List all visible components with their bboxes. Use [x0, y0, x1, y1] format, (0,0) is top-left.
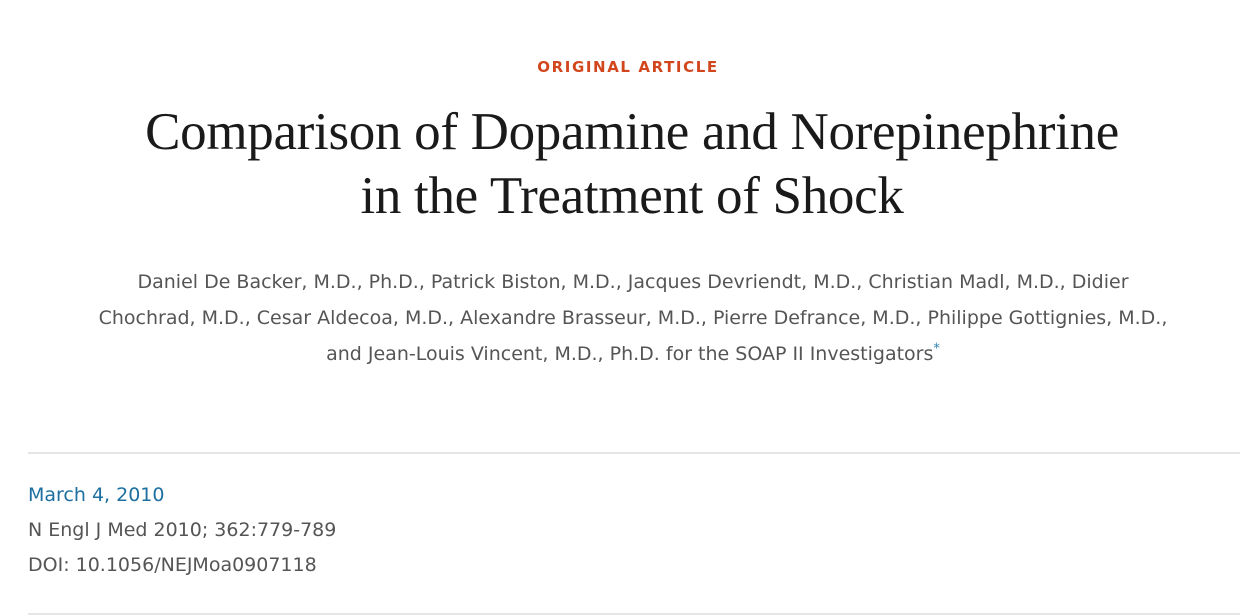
- article-type-label: ORIGINAL ARTICLE: [537, 58, 719, 76]
- article-title-line-1: Comparison of Dopamine and Norepinephrine: [145, 103, 1119, 161]
- journal-citation: N Engl J Med 2010; 362:779-789: [28, 519, 337, 541]
- doi-text: DOI: 10.1056/NEJMoa0907118: [28, 554, 317, 576]
- divider-top: [28, 452, 1240, 454]
- author-list: [90, 264, 1176, 372]
- divider-bottom: [28, 613, 1240, 615]
- article-title-line-2: in the Treatment of Shock: [360, 167, 904, 225]
- author-names: Daniel De Backer, M.D., Ph.D., Patrick Biston, M.D., Jacques Devriendt, M.D., Christian Madl, M.D., Didier Chochrad, M.D., Cesar Aldecoa, M.D., Alexandre Brasseur, M.D., Pierre Defrance, M.D., Philippe Gottignies, M.D., and Jean-Louis Vincent, M.D., Ph.D. for the SOAP II Investigators: [98, 271, 1168, 365]
- article-title: [40, 100, 1224, 228]
- publication-date-link[interactable]: March 4, 2010: [28, 484, 165, 506]
- publication-info: [28, 478, 728, 583]
- authors-footnote-link[interactable]: *: [933, 341, 940, 357]
